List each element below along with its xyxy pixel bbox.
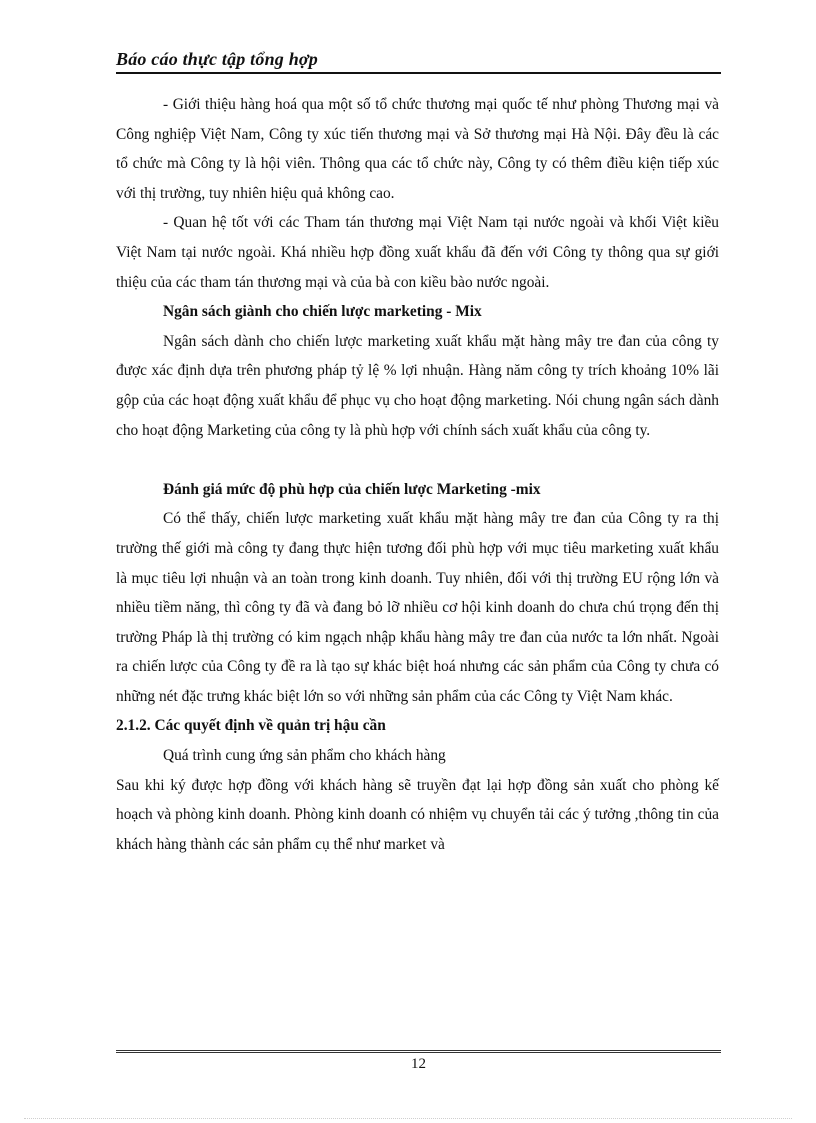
heading-marketing-budget: Ngân sách giành cho chiến lược marketing - Mix [163,303,482,321]
page-footer [116,1050,721,1073]
document-body [116,90,719,859]
paragraph-trade-counsellors: - Quan hệ tốt với các Tham tán thương mại Việt Nam tại nước ngoài và khối Việt kiều Việt Nam tại nước ngoài. Khá nhiều hợp đồng xuất khẩu đã đến với Công ty thông qua sự giới thiệu của các tham tán thương mại và của bà con kiều bào nước ngoài. [116,214,719,291]
page-header [116,46,721,74]
page-edge-divider [24,1118,792,1119]
page-number: 12 [411,1056,426,1072]
paragraph-supply-process: Sau khi ký được hợp đồng với khách hàng sẽ truyền đạt lại hợp đồng sản xuất cho phòng kế hoạch và phòng kinh doanh. Phòng kinh doanh có nhiệm vụ chuyển tải các ý tưởng ,thông tin của khách hàng thành các sản phẩm cụ thể như market và [116,776,719,853]
header-title: Báo cáo thực tập tổng hợp [116,49,318,69]
subheading-supply-process: Quá trình cung ứng sản phẩm cho khách hàng [163,747,446,765]
footer-rule [116,1050,721,1053]
heading-strategy-evaluation: Đánh giá mức độ phù hợp của chiến lược Marketing -mix [163,480,541,498]
section-heading-logistics: 2.1.2. Các quyết định về quản trị hậu cần [116,717,386,735]
blank-line [116,445,719,475]
paragraph-marketing-budget: Ngân sách dành cho chiến lược marketing xuất khẩu mặt hàng mây tre đan của công ty được xác định dựa trên phương pháp tỷ lệ % lợi nhuận. Hàng năm công ty trích khoảng 10% lãi gộp của các hoạt động xuất khẩu để phục vụ cho hoạt động marketing. Nói chung ngân sách dành cho hoạt động Marketing của công ty là phù hợp với chính sách xuất khẩu của công ty. [116,332,719,439]
paragraph-trade-organizations: - Giới thiệu hàng hoá qua một số tổ chức thương mại quốc tế như phòng Thương mại và Công nghiệp Việt Nam, Công ty xúc tiến thương mại và Sở thương mại Hà Nội. Đây đều là các tổ chức mà Công ty là hội viên. Thông qua các tổ chức này, Công ty có thêm điều kiện tiếp xúc với thị trường, tuy nhiên hiệu quả không cao. [116,96,719,202]
paragraph-strategy-evaluation: Có thể thấy, chiến lược marketing xuất khẩu mặt hàng mây tre đan của Công ty ra thị trường thế giới mà công ty đang thực hiện tương đối phù hợp với mục tiêu marketing xuất khẩu là mục tiêu lợi nhuận và an toàn trong kinh doanh. Tuy nhiên, đối với thị trường EU rộng lớn và nhiều tiềm năng, thì công ty đã và đang bỏ lỡ nhiều cơ hội kinh doanh do chưa chú trọng đến thị trường Pháp là thị trường có kim ngạch nhập khẩu hàng mây tre đan của nước ta lớn nhất. Ngoài ra chiến lược của Công ty đề ra là tạo sự khác biệt hoá nhưng các sản phẩm của Công ty chưa có những nét đặc trưng khác biệt lớn so với những sản phẩm của các Công ty Việt Nam khác. [116,510,719,705]
